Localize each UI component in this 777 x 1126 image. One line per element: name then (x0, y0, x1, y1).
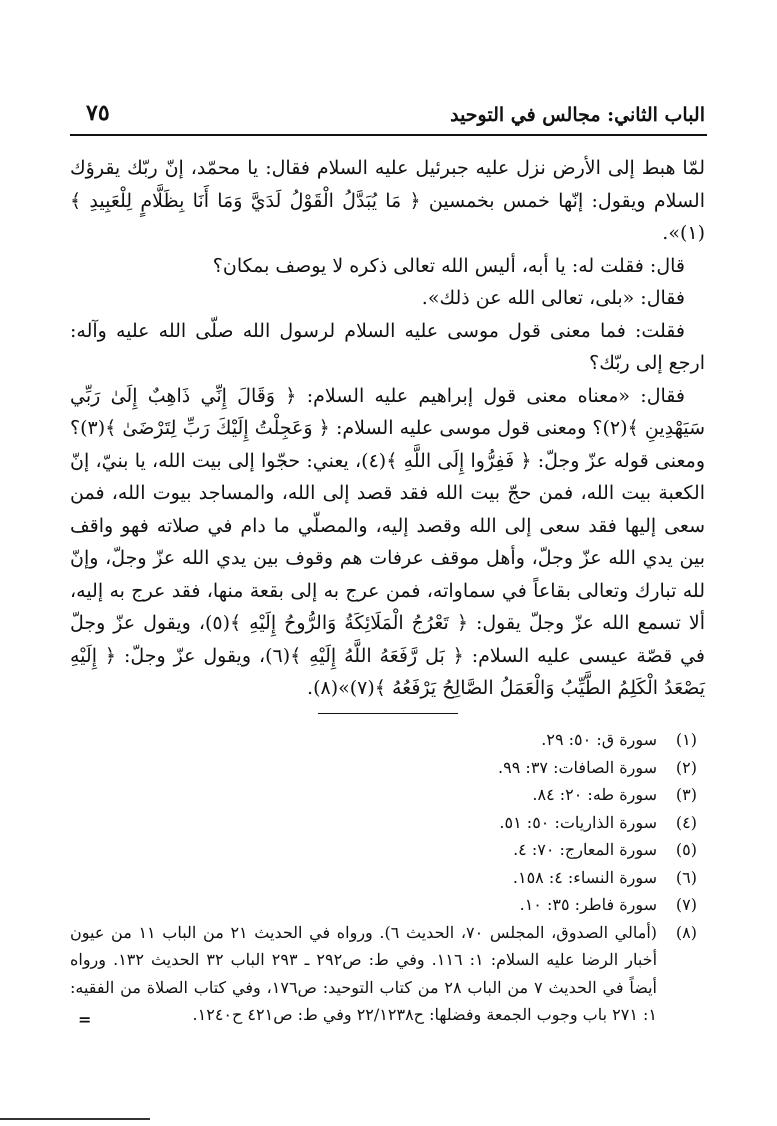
footnote-number: (٤) (675, 812, 697, 832)
footnote-text: سورة المعارج: ٧٠: ٤. (513, 840, 657, 859)
footnote-text: (أمالي الصدوق، المجلس ٧٠، الحديث ٦). ورواه في الحديث ٢١ من الباب ١١ من عيون أخبار الرضا عليه السلام: ١: ١١٦. وفي ط: ص٢٩٢ ـ ٢٩٣ الباب ٣٢ الحديث ١٣٢. ورواه أيضاً في الحديث ٧ من الباب ٢٨ من كتاب التوحيد: ص١٧٦، وفي كتاب الصلاة من الفقيه: ١: ٢٧١ باب وجوب الجمعة وفضلها: ح٢٢/١٢٣٨ وفي ط: ص٤٢١ ح١٢٤٠. (70, 922, 658, 1024)
footnote-text: سورة الصافات: ٣٧: ٩٩. (498, 757, 657, 777)
footnote-item (70, 836, 705, 864)
footnote-item (70, 809, 705, 837)
footnote-number: (٦) (675, 867, 697, 887)
header-divider (70, 134, 707, 136)
footnote-number: (٢) (675, 757, 697, 777)
footnote-number: (٥) (675, 840, 697, 859)
footnote-text: سورة الذاريات: ٥٠: ٥١. (499, 812, 657, 832)
footnote-item (70, 919, 705, 1029)
page-number: ٧٥ (86, 100, 110, 126)
scan-edge-line (0, 1118, 150, 1120)
footnote-number: (٨) (675, 922, 697, 942)
paragraph: فقال: «بلى، تعالى الله عن ذلك». (421, 287, 685, 309)
footnote-number: (١) (675, 730, 697, 749)
footnote-text: سورة النساء: ٤: ١٥٨. (512, 867, 657, 887)
footnote-item (70, 754, 705, 782)
footnote-text: سورة طه: ٢٠: ٨٤. (532, 785, 657, 804)
footnote-text: سورة ق: ٥٠: ٢٩. (541, 730, 657, 749)
footnote-number: (٣) (675, 785, 697, 804)
main-text (70, 152, 705, 705)
running-header-title: الباب الثاني: مجالس في التوحيد (450, 104, 705, 126)
continuation-mark: = (78, 1010, 92, 1029)
paragraph: فقال: «معناه معنى قول إبراهيم عليه السلام: ﴿ وَقَالَ إِنِّي ذَاهِبٌ إِلَىٰ رَبِّي سَيَهْدِينِ ﴾(٢)؟ ومعنى قول موسى عليه السلام: ﴿ وَعَجِلْتُ إِلَيْكَ رَبِّ لِتَرْضَىٰ ﴾(٣)؟ ومعنى قوله عزّ وجلّ: ﴿ فَفِرُّوا إِلَى اللَّهِ ﴾(٤)، يعني: حجّوا إلى بيت الله، يا بنيّ، إنّ الكعبة بيت الله، فمن حجّ بيت الله فقد قصد إلى الله، والمساجد بيوت الله، فمن سعى إليها فقد سعى إلى الله وقصد إليه، والمصلّي ما دام في صلاته فهو واقف بين يدي الله عزّ وجلّ، وأهل موقف عرفات هم وقوف بين يدي الله عزّ وجلّ، وإنّ لله تبارك وتعالى بقاعاً في سماواته، فمن عرج به إلى بقعة منها، فقد عرج به إليه، ألا تسمع الله عزّ وجلّ يقول: ﴿ تَعْرُجُ الْمَلَائِكَةُ وَالرُّوحُ إِلَيْهِ ﴾(٥)، ويقول عزّ وجلّ في قصّة عيسى عليه السلام: ﴿ بَل رَّفَعَهُ اللَّهُ إِلَيْهِ ﴾(٦)، ويقول عزّ وجلّ: ﴿ إِلَيْهِ يَصْعَدُ الْكَلِمُ الطَّيِّبُ وَالْعَمَلُ الصَّالِحُ يَرْفَعُهُ ﴾(٧)»(٨). (70, 384, 706, 699)
footnotes (70, 726, 705, 1029)
footnote-divider (318, 713, 458, 714)
footnote-item (70, 864, 705, 892)
footnote-number: (٧) (675, 895, 697, 914)
paragraph: قال: فقلت له: يا أبه، أليس الله تعالى ذكره لا يوصف بمكان؟ (212, 254, 685, 277)
footnote-item (70, 726, 705, 754)
paragraph: لمّا هبط إلى الأرض نزل عليه جبرئيل عليه السلام فقال: يا محمّد، إنّ ربّك يقرؤك السلام ويقول: إنّها خمس بخمسين ﴿ مَا يُبَدَّلُ الْقَوْلُ لَدَيَّ وَمَا أَنَا بِظَلَّامٍ لِلْعَبِيدِ ﴾(١)». (70, 157, 705, 244)
footnote-item (70, 781, 705, 809)
footnote-item (70, 891, 705, 919)
paragraph: فقلت: فما معنى قول موسى عليه السلام لرسول الله صلّى الله عليه وآله: ارجع إلى ربّك؟ (70, 319, 705, 374)
footnote-text: سورة فاطر: ٣٥: ١٠. (519, 895, 657, 914)
